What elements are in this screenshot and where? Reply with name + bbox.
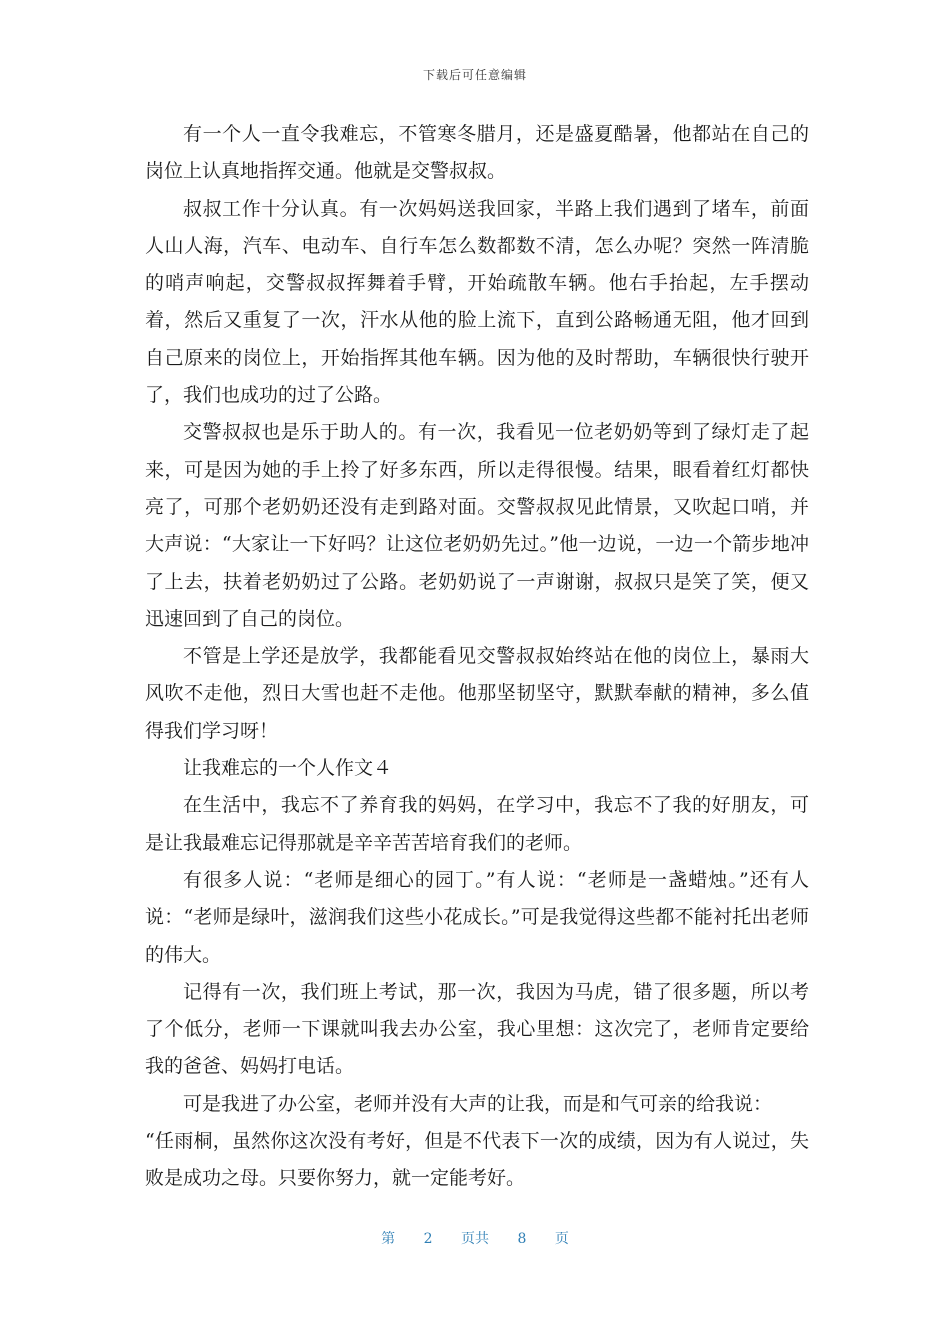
section-title: 让我难忘的一个人作文４ bbox=[183, 757, 393, 780]
paragraph-4: 不管是上学还是放学，我都能看见交警叔叔始终站在他的岗位上，暴雨大风吹不走他，烈日大雪也赶不走他。他那坚韧坚守，默默奉献的精神，多么值得我们学习呀！ bbox=[145, 645, 809, 742]
footer-middle: 页共 bbox=[461, 1231, 489, 1247]
footer-total-pages: 8 bbox=[517, 1231, 527, 1247]
footer-suffix: 页 bbox=[554, 1231, 569, 1247]
footer-page-number: 2 bbox=[423, 1231, 433, 1247]
paragraph-2: 叔叔工作十分认真。有一次妈妈送我回家，半路上我们遇到了堵车，前面人山人海，汽车、电动车、自行车怎么数都数不清，怎么办呢？突然一阵清脆的哨声响起，交警叔叔挥舞着手臂，开始疏散车辆。他右手抬起，左手摆动着，然后又重复了一次，汗水从他的脸上流下，直到公路畅通无阻，他才回到自己原来的岗位上，开始指挥其他车辆。因为他的及时帮助，车辆很快行驶开了，我们也成功的过了公路。 bbox=[145, 197, 809, 407]
header-note: 下载后可任意编辑 bbox=[422, 68, 527, 82]
paragraph-9: “任雨桐，虽然你这次没有考好，但是不代表下一次的成绩，因为有人说过，失败是成功之母。只要你努力，就一定能考好。 bbox=[145, 1130, 809, 1190]
paragraph-3: 交警叔叔也是乐于助人的。有一次，我看见一位老奶奶等到了绿灯走了起来，可是因为她的手上拎了好多东西，所以走得很慢。结果，眼看着红灯都快亮了，可那个老奶奶还没有走到路对面。交警叔叔见此情景，又吹起口哨，并大声说：“大家让一下好吗？让这位老奶奶先过。”他一边说，一边一个箭步地冲了上去，扶着老奶奶过了公路。老奶奶说了一声谢谢，叔叔只是笑了笑，便又迅速回到了自己的岗位。 bbox=[145, 421, 809, 630]
document-body bbox=[145, 116, 809, 1198]
paragraph-5: 在生活中，我忘不了养育我的妈妈，在学习中，我忘不了我的好朋友，可是让我最难忘记得那就是辛辛苦苦培育我们的老师。 bbox=[145, 794, 809, 854]
paragraph-8: 可是我进了办公室，老师并没有大声的让我，而是和气可亲的给我说： bbox=[183, 1092, 773, 1115]
paragraph-6: 有很多人说：“老师是细心的园丁。”有人说：“老师是一盏蜡烛。”还有人说：“老师是绿叶，滋润我们这些小花成长。”可是我觉得这些都不能衬托出老师的伟大。 bbox=[145, 868, 809, 966]
paragraph-7: 记得有一次，我们班上考试，那一次，我因为马虎，错了很多题，所以考了个低分，老师一下课就叫我去办公室，我心里想：这次完了，老师肯定要给我的爸爸、妈妈打电话。 bbox=[145, 980, 809, 1078]
page-footer bbox=[0, 1228, 950, 1248]
paragraph-1: 有一个人一直令我难忘，不管寒冬腊月，还是盛夏酷暑，他都站在自己的岗位上认真地指挥交通。他就是交警叔叔。 bbox=[145, 123, 809, 183]
footer-prefix: 第 bbox=[381, 1231, 396, 1247]
